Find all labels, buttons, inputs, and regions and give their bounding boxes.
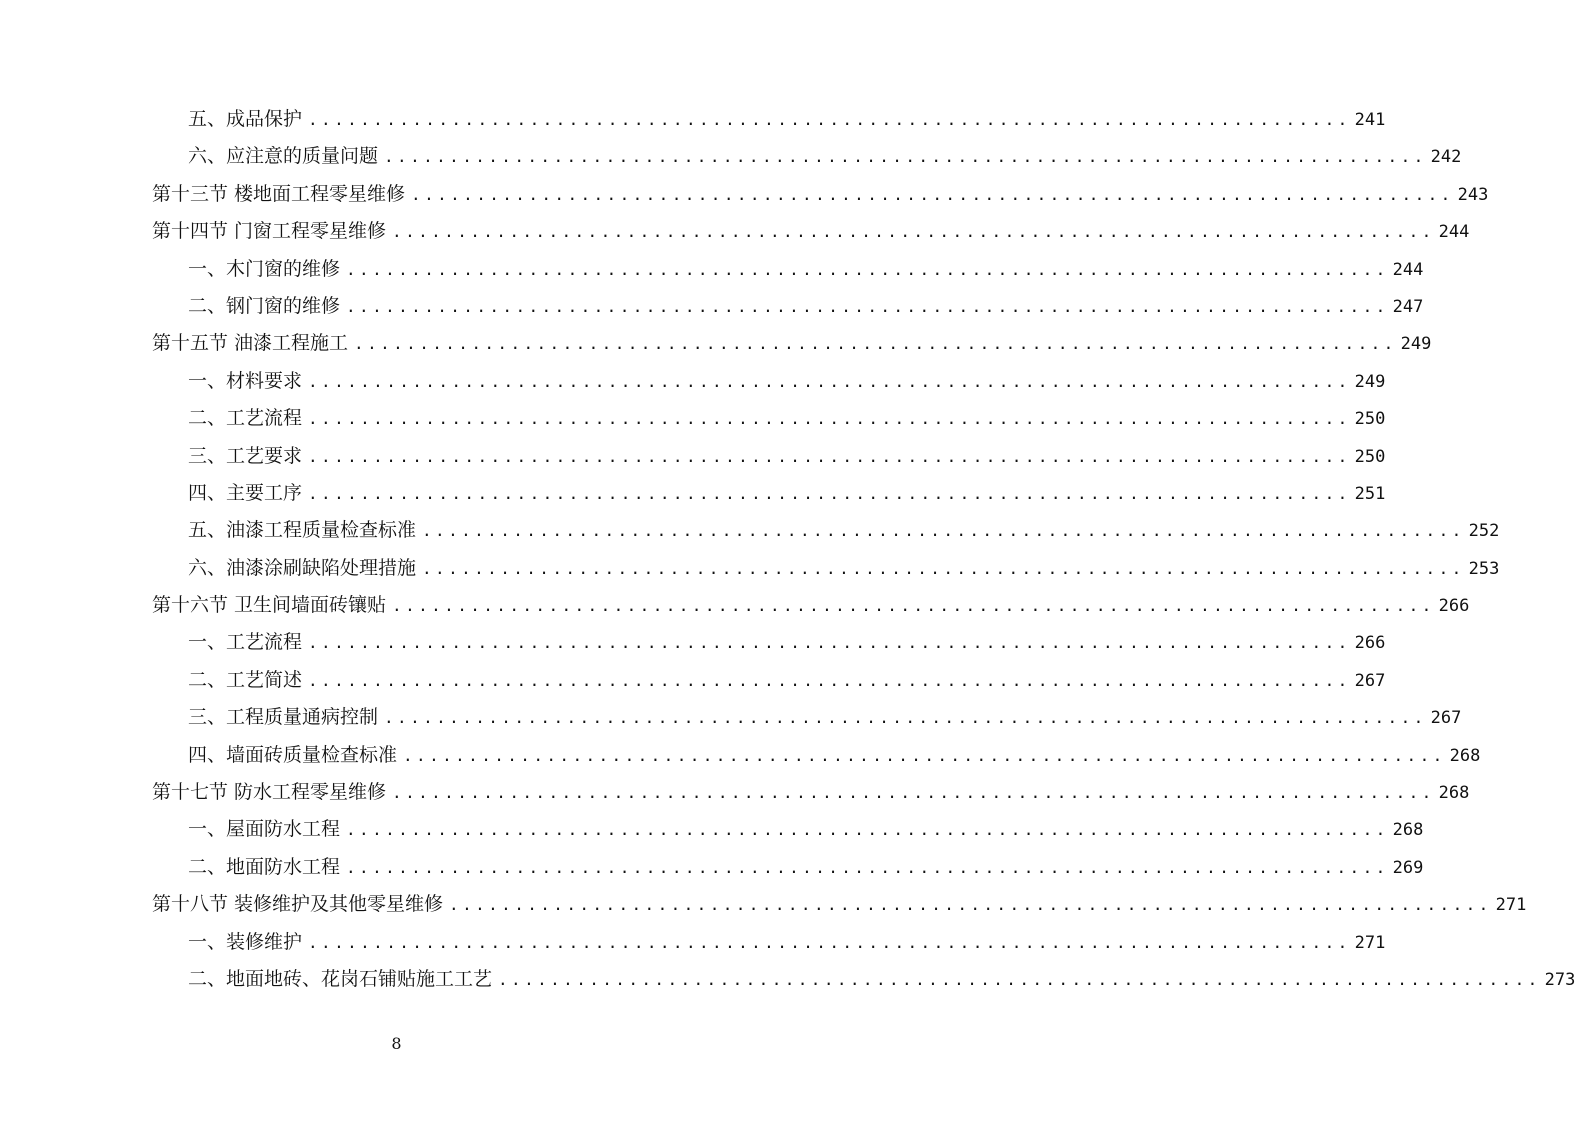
toc-section-entry[interactable] bbox=[152, 176, 1489, 213]
toc-subsection-entry[interactable] bbox=[152, 924, 1386, 961]
toc-entry-label: 四、墙面砖质量检查标准 bbox=[188, 743, 398, 766]
toc-entry-label: 一、木门窗的维修 bbox=[188, 257, 341, 280]
toc-leader-dots: ................................................................................ bbox=[422, 521, 1465, 541]
toc-leader-dots: ................................................................................ bbox=[308, 371, 1351, 391]
toc-leader-dots: ................................................................................ bbox=[346, 259, 1389, 279]
toc-entry-page: 249 bbox=[1400, 334, 1432, 355]
toc-leader-dots: ................................................................................ bbox=[308, 932, 1351, 952]
toc-leader-dots: ................................................................................ bbox=[403, 745, 1446, 765]
toc-subsection-entry[interactable] bbox=[152, 550, 1500, 587]
toc-subsection-entry[interactable] bbox=[152, 400, 1386, 437]
toc-leader-dots: ................................................................................ bbox=[346, 857, 1389, 877]
toc-entry-label: 一、屋面防水工程 bbox=[188, 818, 341, 841]
toc-section-entry[interactable] bbox=[152, 774, 1470, 811]
toc-entry-label: 六、应注意的质量问题 bbox=[188, 145, 379, 168]
toc-entry-label: 第十八节 装修维护及其他零星维修 bbox=[152, 893, 444, 916]
toc-entry-label: 三、工程质量通病控制 bbox=[188, 706, 379, 729]
toc-leader-dots: ................................................................................ bbox=[411, 184, 1454, 204]
toc-leader-dots: ................................................................................ bbox=[308, 483, 1351, 503]
toc-subsection-entry[interactable] bbox=[152, 699, 1462, 736]
toc-leader-dots: ................................................................................ bbox=[392, 222, 1435, 242]
toc-entry-page: 244 bbox=[1392, 259, 1424, 280]
toc-section-entry[interactable] bbox=[152, 325, 1432, 362]
toc-subsection-entry[interactable] bbox=[152, 438, 1386, 475]
toc-entry-page: 251 bbox=[1354, 483, 1386, 504]
toc-entry-page: 250 bbox=[1354, 446, 1386, 467]
toc-entry-page: 268 bbox=[1438, 783, 1470, 804]
toc-subsection-entry[interactable] bbox=[152, 251, 1424, 288]
toc-entry-label: 第十三节 楼地面工程零星维修 bbox=[152, 182, 406, 205]
toc-entry-page: 243 bbox=[1457, 184, 1489, 205]
toc-entry-label: 四、主要工序 bbox=[188, 481, 303, 504]
toc-leader-dots: ................................................................................ bbox=[498, 969, 1541, 989]
toc-entry-label: 三、工艺要求 bbox=[188, 444, 303, 467]
toc-entry-page: 247 bbox=[1392, 296, 1424, 317]
toc-subsection-entry[interactable] bbox=[152, 101, 1386, 138]
toc-entry-label: 六、油漆涂刷缺陷处理措施 bbox=[188, 556, 417, 579]
toc-entry-label: 二、地面地砖、花岗石铺贴施工工艺 bbox=[188, 967, 493, 990]
toc-entry-label: 二、工艺简述 bbox=[188, 668, 303, 691]
toc-entry-page: 249 bbox=[1354, 371, 1386, 392]
toc-entry-label: 二、工艺流程 bbox=[188, 407, 303, 430]
toc-subsection-entry[interactable] bbox=[152, 737, 1481, 774]
toc-entry-page: 242 bbox=[1430, 147, 1462, 168]
toc-subsection-entry[interactable] bbox=[152, 662, 1386, 699]
toc-entry-page: 253 bbox=[1468, 558, 1500, 579]
toc-entry-page: 267 bbox=[1354, 670, 1386, 691]
toc-subsection-entry[interactable] bbox=[152, 475, 1386, 512]
page-number: 8 bbox=[391, 1034, 402, 1053]
toc-entry-page: 250 bbox=[1354, 409, 1386, 430]
toc-subsection-entry[interactable] bbox=[152, 138, 1462, 175]
toc-entry-page: 271 bbox=[1495, 895, 1527, 916]
toc-entry-label: 五、成品保护 bbox=[188, 108, 303, 130]
toc-leader-dots: ................................................................................ bbox=[384, 708, 1427, 728]
toc-leader-dots: ................................................................................ bbox=[354, 334, 1397, 354]
toc-entry-label: 一、工艺流程 bbox=[188, 631, 303, 654]
toc-leader-dots: ................................................................................ bbox=[346, 820, 1389, 840]
toc-entry-page: 266 bbox=[1354, 633, 1386, 654]
toc-entry-page: 273 bbox=[1544, 969, 1575, 990]
toc-entry-page: 268 bbox=[1449, 745, 1481, 766]
toc-leader-dots: ................................................................................ bbox=[346, 296, 1389, 316]
toc-leader-dots: ................................................................................ bbox=[449, 895, 1492, 915]
toc-leader-dots: ................................................................................ bbox=[392, 596, 1435, 616]
toc-subsection-entry[interactable] bbox=[152, 624, 1386, 661]
toc-entry-page: 267 bbox=[1430, 708, 1462, 729]
toc-entry-page: 252 bbox=[1468, 521, 1500, 542]
toc-entry-label: 五、油漆工程质量检查标准 bbox=[188, 519, 417, 542]
toc-section-entry[interactable] bbox=[152, 886, 1527, 923]
toc-entry-label: 第十五节 油漆工程施工 bbox=[152, 332, 349, 355]
toc-entry-label: 第十六节 卫生间墙面砖镶贴 bbox=[152, 594, 387, 617]
toc-subsection-entry[interactable] bbox=[152, 363, 1386, 400]
toc-entry-page: 268 bbox=[1392, 820, 1424, 841]
toc-subsection-entry[interactable] bbox=[152, 849, 1424, 886]
toc-leader-dots: ................................................................................ bbox=[308, 110, 1351, 129]
toc-subsection-entry[interactable] bbox=[152, 512, 1500, 549]
toc-entry-label: 一、材料要求 bbox=[188, 369, 303, 392]
toc-entry-label: 第十四节 门窗工程零星维修 bbox=[152, 220, 387, 243]
toc-section-entry[interactable] bbox=[152, 213, 1470, 250]
toc-leader-dots: ................................................................................ bbox=[392, 783, 1435, 803]
toc-entry-page: 244 bbox=[1438, 222, 1470, 243]
table-of-contents bbox=[152, 101, 1575, 998]
toc-leader-dots: ................................................................................ bbox=[308, 446, 1351, 466]
toc-entry-page: 271 bbox=[1354, 932, 1386, 953]
toc-entry-page: 269 bbox=[1392, 857, 1424, 878]
toc-entry-label: 二、地面防水工程 bbox=[188, 855, 341, 878]
toc-subsection-entry[interactable] bbox=[152, 288, 1424, 325]
toc-subsection-entry[interactable] bbox=[152, 811, 1424, 848]
toc-entry-page: 241 bbox=[1354, 110, 1386, 130]
toc-subsection-entry[interactable] bbox=[152, 961, 1575, 998]
toc-entry-page: 266 bbox=[1438, 596, 1470, 617]
toc-entry-label: 二、钢门窗的维修 bbox=[188, 294, 341, 317]
toc-entry-label: 第十七节 防水工程零星维修 bbox=[152, 781, 387, 804]
toc-leader-dots: ................................................................................ bbox=[308, 409, 1351, 429]
toc-entry-label: 一、装修维护 bbox=[188, 930, 303, 953]
toc-leader-dots: ................................................................................ bbox=[384, 147, 1427, 167]
toc-leader-dots: ................................................................................ bbox=[422, 558, 1465, 578]
toc-section-entry[interactable] bbox=[152, 587, 1470, 624]
toc-leader-dots: ................................................................................ bbox=[308, 670, 1351, 690]
toc-leader-dots: ................................................................................ bbox=[308, 633, 1351, 653]
